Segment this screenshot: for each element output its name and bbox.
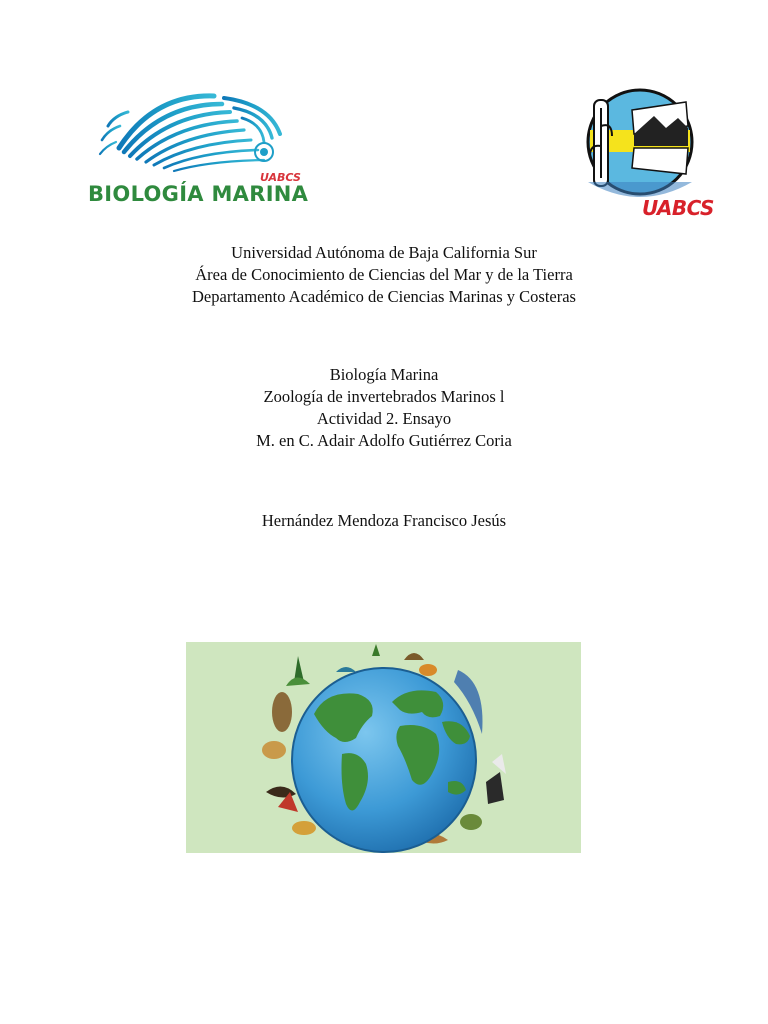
course-info — [0, 364, 768, 452]
university-name: Universidad Autónoma de Baja California Sur — [231, 243, 537, 262]
instructor-name: M. en C. Adair Adolfo Gutiérrez Coria — [256, 431, 512, 450]
author-name: Hernández Mendoza Francisco Jesús — [261, 511, 507, 530]
uabcs-seal-logo — [568, 86, 718, 226]
university-seal-icon — [568, 86, 718, 201]
institution-header — [0, 242, 768, 308]
biologia-marina-logo — [88, 86, 309, 211]
course-name: Zoología de invertebrados Marinos l — [263, 387, 505, 406]
program-name: Biología Marina — [329, 365, 439, 384]
knowledge-area: Área de Conocimiento de Ciencias del Mar y de la Tierra — [195, 265, 573, 284]
uabcs-mark-text: UABCS — [642, 196, 714, 220]
logo-badge-text: UABCS — [260, 171, 301, 184]
department-name: Departamento Académico de Ciencias Marinas y Costeras — [192, 287, 576, 306]
globe-biodiversity-image — [186, 642, 581, 853]
logo-title-text: BIOLOGÍA MARINA — [88, 182, 309, 206]
earth-globe-icon — [186, 642, 581, 853]
author-info — [0, 510, 768, 532]
activity-title: Actividad 2. Ensayo — [316, 409, 452, 428]
